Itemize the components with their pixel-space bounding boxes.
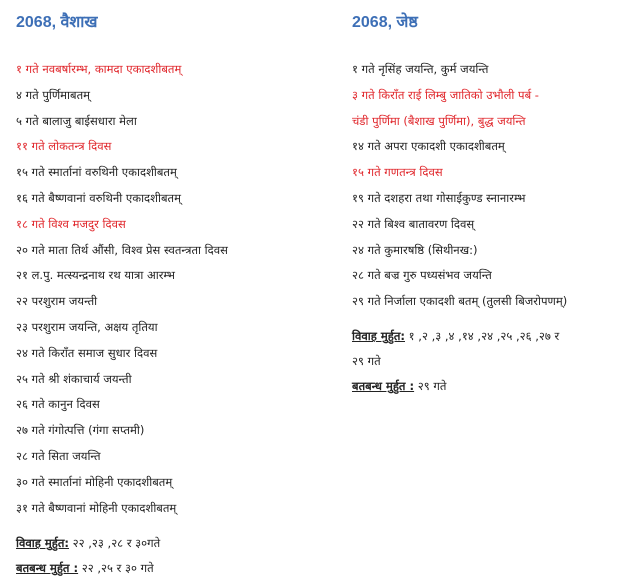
calendar-event-row: २८ गते बज्र गुरु पध्यसंभव जयन्ति <box>352 268 492 283</box>
calendar-event-row: ११ गते लोकतन्त्र दिवस <box>16 139 112 154</box>
calendar-event-row: २४ गते किराँत समाज सुधार दिवस <box>16 345 158 360</box>
calendar-event-row: १९ गते दशहरा तथा गोसाईकुण्ड स्नानारम्भ <box>352 190 526 205</box>
bratabandha-muhurta-label: बतबन्ध मुर्हुत : <box>16 561 79 575</box>
calendar-event-row: २७ गते गंगोत्पत्ति (गंगा सप्तमी) <box>16 423 145 438</box>
calendar-event-row: २९ गते निर्जाला एकादशी बतम् (तुलसी बिजरोपणम्) <box>352 294 568 309</box>
calendar-event-row: ३० गते स्मार्तानां मोहिनी एकादशीबतम् <box>16 474 173 489</box>
calendar-event-row: १८ गते विश्व मजदुर दिवस <box>16 216 126 231</box>
calendar-event-row: १५ गते गणतन्त्र दिवस <box>352 165 443 180</box>
calendar-event-row: १४ गते अपरा एकादशी एकादशीबतम् <box>352 139 505 154</box>
vivah-muhurta-label: विवाह मुर्हुत: <box>16 536 69 550</box>
vivah-muhurta-jestha-cont <box>352 349 381 374</box>
calendar-event-row: २५ गते श्री शंकाचार्य जयन्ती <box>16 371 132 386</box>
calendar-event-row: ३१ गते बैष्णवानां मोहिनी एकादशीबतम् <box>16 500 177 515</box>
calendar-event-row: ३ गते किराँत राई लिम्बु जातिको उभौली पर्ब - <box>352 87 539 102</box>
bratabandha-muhurta-label: बतबन्ध मुर्हुत : <box>352 379 415 393</box>
calendar-event-row: १६ गते बैष्णवानां वरुथिनी एकादशीबतम् <box>16 190 181 205</box>
bratabandha-muhurta-dates: २९ गते <box>417 379 447 393</box>
bratabandha-muhurta-baishakh <box>16 556 154 581</box>
jestha-event-list <box>352 57 567 315</box>
month-title-baishakh: 2068, वैशाख <box>16 14 98 31</box>
vivah-muhurta-dates: २२ ,२३ ,२८ र ३०गते <box>69 536 161 550</box>
calendar-event-row: चंडी पुर्णिमा (बैशाख पुर्णिमा), बुद्ध जयन्ति <box>352 113 526 128</box>
calendar-event-row: २२ परशुराम जयन्ती <box>16 294 98 309</box>
vivah-muhurta-label: विवाह मुर्हुत: <box>352 329 405 343</box>
calendar-event-row: ४ गते पुर्णिमाबतम् <box>16 87 90 102</box>
calendar-event-row: १५ गते स्मार्तानां वरुथिनी एकादशीबतम् <box>16 165 177 180</box>
calendar-event-row: २४ गते कुमारषष्ठि (सिथीनख:) <box>352 242 478 257</box>
calendar-event-row: २६ गते कानुन दिवस <box>16 397 100 412</box>
calendar-event-row: १ गते नवबर्षारम्भ, कामदा एकादशीबतम् <box>16 62 182 76</box>
baishakh-event-list <box>16 57 228 521</box>
calendar-event-row: १ गते नृसिंह जयन्ति, कुर्म जयन्ति <box>352 62 489 76</box>
bratabandha-muhurta-jestha <box>352 374 446 399</box>
vivah-muhurta-jestha <box>352 324 559 349</box>
vivah-muhurta-dates: १ ,२ ,३ ,४ ,१४ ,२४ ,२५ ,२६ ,२७ र <box>405 329 560 343</box>
calendar-event-row: २२ गते बिश्व बातावरण दिवस् <box>352 216 475 231</box>
month-title-jestha: 2068, जेष्ठ <box>352 14 418 31</box>
vivah-muhurta-baishakh <box>16 531 160 556</box>
calendar-event-row: ५ गते बालाजु बाईसधारा मेला <box>16 113 137 128</box>
calendar-event-row: २३ परशुराम जयन्ति, अक्षय तृतिया <box>16 319 158 334</box>
calendar-event-row: २८ गते सिता जयन्ति <box>16 448 101 463</box>
vivah-muhurta-dates-cont: २९ गते <box>352 354 381 368</box>
calendar-event-row: २० गते माता तिर्थ औंसी, विश्व प्रेस स्वतन्त्रता दिवस <box>16 242 228 257</box>
bratabandha-muhurta-dates: २२ ,२५ र ३० गते <box>81 561 154 575</box>
calendar-event-row: २१ ल.पु. मत्स्यन्द्रनाथ रथ यात्रा आरम्भ <box>16 268 175 283</box>
